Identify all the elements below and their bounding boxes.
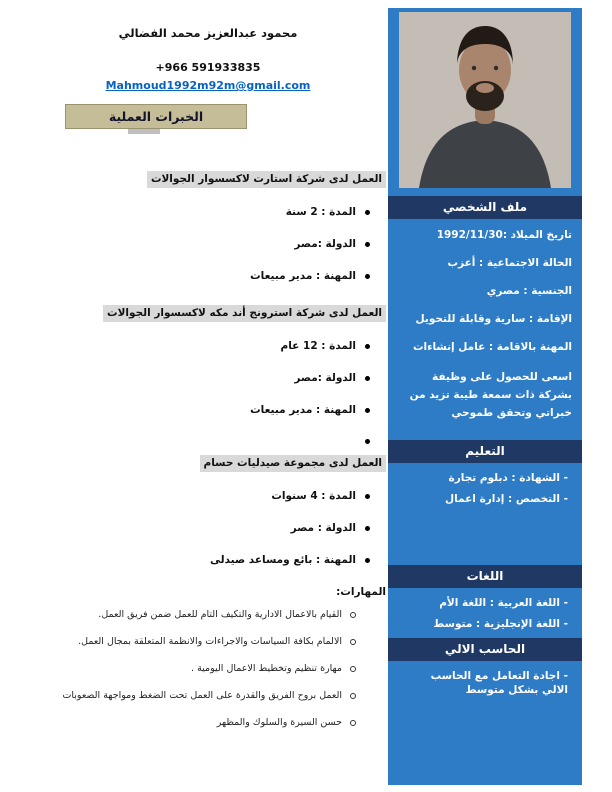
email-link[interactable]: Mahmoud1992m92m@gmail.com (105, 79, 311, 92)
job-detail-text: الدولة :مصر (294, 238, 356, 250)
candidate-name: محمود عبدالعزيز محمد الفضالي (118, 26, 298, 40)
skill-text: القيام بالاعمال الادارية والتكيف التام للعمل ضمن فريق العمل. (98, 609, 342, 620)
skill-item (30, 716, 386, 730)
job-detail (30, 269, 386, 283)
main-column (30, 20, 386, 743)
bullet-icon (365, 210, 370, 215)
profile-section-header: ملف الشخصي (388, 196, 582, 219)
computer-skill-item: - اجادة التعامل مع الحاسب الالي بشكل متوسط (388, 669, 582, 697)
profile-detail: الجنسية : مصري (486, 285, 572, 297)
job-detail (30, 521, 386, 535)
phone-number: +966 591933835 (155, 61, 261, 74)
education-section-header: التعليم (388, 440, 582, 463)
bullet-icon (365, 526, 370, 531)
skills-title: المهارات: (336, 586, 386, 598)
career-objective: اسعى للحصول على وظيفة بشركة ذات سمعة طيبة تزيد من خبراتي وتحقق طموحي (409, 371, 572, 419)
profile-detail: الإقامة : سارية وقابلة للتحويل (415, 313, 572, 325)
education-item: - التخصص : إدارة اعمال (388, 492, 582, 506)
bullet-icon (365, 376, 370, 381)
languages-list (388, 596, 582, 631)
languages-section-header: اللغات (388, 565, 582, 588)
computer-list (388, 669, 582, 697)
skill-item (30, 662, 386, 676)
language-item: - اللغة العربية : اللغة الأم (388, 596, 582, 610)
skill-text: العمل بروح الفريق والقدرة على العمل تحت الضغط ومواجهة الصعوبات (62, 690, 342, 701)
bullet-icon (365, 439, 370, 444)
job-detail (30, 403, 386, 417)
bullet-icon (365, 408, 370, 413)
skill-text: مهارة تنظيم وتخطيط الاعمال اليومية . (191, 663, 342, 674)
job-detail-text: الدولة :مصر (294, 372, 356, 384)
person-photo-placeholder (399, 12, 571, 188)
education-item: - الشهادة : دبلوم تجارة (388, 471, 582, 485)
sidebar (388, 8, 582, 785)
job-detail (30, 237, 386, 251)
job-title-text: العمل لدى شركة استرونج أند مكه لاكسسوار الجوالات (103, 305, 386, 322)
job-entry-3 (30, 451, 386, 567)
job-detail-text: المدة : 4 سنوات (271, 490, 356, 502)
job-title (30, 167, 386, 188)
job-detail-text: المدة : 12 عام (280, 340, 356, 352)
circle-bullet-icon (350, 639, 356, 645)
education-list (388, 471, 582, 506)
job-detail (30, 371, 386, 385)
circle-bullet-icon (350, 720, 356, 726)
profile-detail: الحالة الاجتماعية : أعزب (447, 257, 572, 269)
job-title-text: العمل لدى شركة استارت لاكسسوار الجوالات (147, 171, 386, 188)
experience-section (30, 167, 386, 730)
profile-detail: تاريخ الميلاد :1992/11/30 (436, 229, 572, 241)
circle-bullet-icon (350, 612, 356, 618)
job-entry-2 (30, 301, 386, 447)
skill-text: الالمام بكافة السياسات والاجراءات والانظمة المتعلقة بمجال العمل. (78, 636, 342, 647)
job-detail (30, 489, 386, 503)
job-detail-empty (30, 435, 386, 447)
computer-section-header: الحاسب الالي (388, 638, 582, 661)
profile-details (388, 228, 582, 354)
skill-item (30, 689, 386, 703)
circle-bullet-icon (350, 693, 356, 699)
job-entry-1 (30, 167, 386, 283)
language-item: - اللغة الإنجليزية : متوسط (388, 617, 582, 631)
job-title-text: العمل لدى مجموعة صيدليات حسام (200, 455, 386, 472)
bullet-icon (365, 494, 370, 499)
bullet-icon (365, 344, 370, 349)
experience-section-title: الخبرات العملية (65, 104, 247, 129)
job-title (30, 301, 386, 322)
job-detail (30, 339, 386, 353)
skill-text: حسن السيرة والسلوك والمظهر (216, 717, 342, 728)
skill-item (30, 608, 386, 622)
job-detail-text: الدولة : مصر (290, 522, 356, 534)
bullet-icon (365, 242, 370, 247)
job-detail (30, 205, 386, 219)
job-detail-text: المهنة : مدير مبيعات (250, 270, 356, 282)
job-detail-text: المهنة : بائع ومساعد صيدلى (210, 554, 356, 566)
skill-item (30, 635, 386, 649)
job-detail (30, 553, 386, 567)
job-title (30, 451, 386, 472)
job-detail-text: المدة : 2 سنة (285, 206, 356, 218)
bullet-icon (365, 274, 370, 279)
job-detail-text: المهنة : مدير مبيعات (250, 404, 356, 416)
bullet-icon (365, 558, 370, 563)
profile-photo (399, 12, 571, 188)
profile-detail: المهنة بالاقامة : عامل إنشاءات (412, 341, 572, 353)
circle-bullet-icon (350, 666, 356, 672)
